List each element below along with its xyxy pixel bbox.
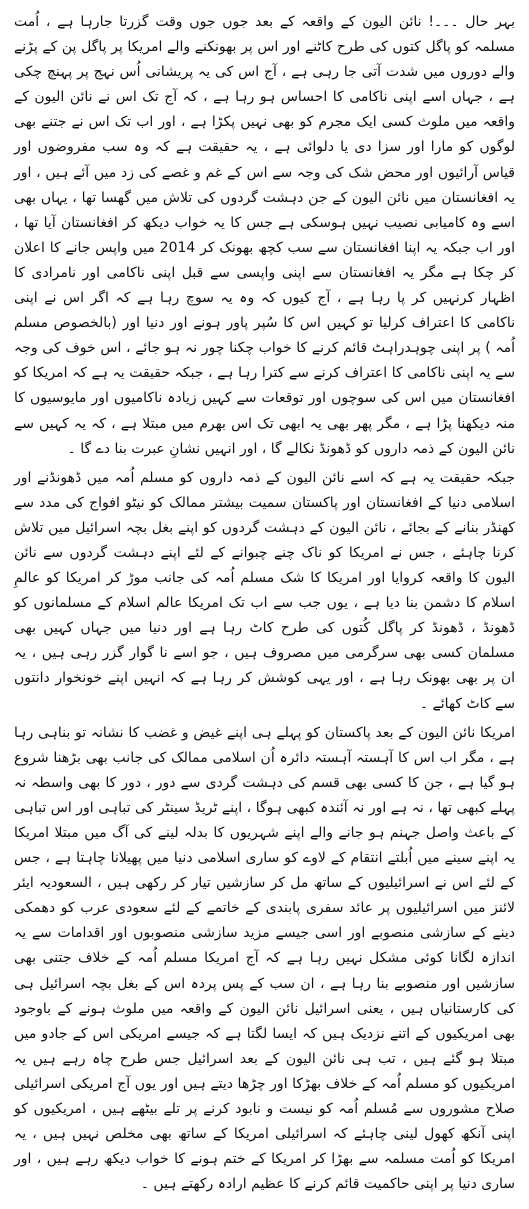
article-paragraph-3: امریکا نائن الیون کے بعد پاکستان کو پہلے ہی اپنے غیض و غضب کا نشانہ تو بناہی رہا ہے ، مگر اب اس کا آہستہ آہستہ دائرہ اُن اسلامی ممالک کی جانب بھی بڑھنا شروع ہو گیا ہے ، جن کا کسی بھی قسم کی دہشت گردی سے دور ، دور کا بھی واسطہ نہ پہلے کبھی تھا ، نہ ہے اور نہ آئندہ کبھی ہوگا ، اپنے ٹریڈ سینٹر کی تباہی اور اس تباہی کے باعث واصل جہنم ہو جانے والے اپنے شہریوں کا بدلہ لینے کی آگ میں مبتلا امریکا یہ اپنے سینے میں اُبلتے انتقام کے لاوے کو ساری اسلامی دنیا میں پھیلانا چاہتا ہے ، جس کے لئے اس نے اسرائیلیوں کے ساتھ مل کر سازشیں تیار کر رکھی ہیں ، السعودیہ ایئر لائنز میں اسرائیلیوں پر عائد سفری پابندی کے خاتمے کے لئے سعودی عرب کو دھمکی دینے کے سازشی منصوبے اور اسی جیسے مزید سازشی منصوبوں اور اقدامات سے یہ اندازہ لگانا کوئی مشکل نہیں رہا ہے کہ آج امریکا مسلم اُمہ کے خلاف جتنی بھی سازشیں اور منصوبے بنا رہا ہے ، ان سب کے پس پردہ اس کے بغل بچہ اسرائیل ہی کی کارستانیاں ہیں ، یعنی اسرائیل نائن الیون کے واقعہ میں ملوث ہونے کے باوجود بھی امریکیوں کے اتنے نزدیک ہیں کہ ایسا لگتا ہے کہ جیسے امریکی اس کے جادو میں مبتلا ہو گئے ہیں ، تب ہی نائن الیون کے بعد اسرائیل جس طرح چاہ رہے ہیں یہ امریکیوں کو مسلم اُمہ کے خلاف بھڑکا اور چڑھا دیتے ہیں اور یوں آج امریکی اسرائیلی صلاح مشوروں سے مُسلم اُمہ کو نیست و نابود کرنے پر تلے بیٹھے ہیں ، امریکیوں کو اپنی آنکھ کھول لینی چاہئے کہ اسرائیلی امریکا کے ساتھ بھی مخلص نہیں ہیں ، یہ امریکا کو اُمت مسلمہ سے بھڑا کر امریکا کے ختم ہونے کا خواب دیکھ رہے ہیں ، اور ساری دنیا پر اپنی حاکمیت قائم کرنے کا عظیم ارادہ رکھتے ہیں ۔ <box>14 724 515 1193</box>
article-paragraph-2: جبکہ حقیقت یہ ہے کہ اسے نائن الیون کے ذمہ داروں کو مسلم اُمہ میں ڈھونڈنے اور اسلامی دنیا کے افغانستان اور پاکستان سمیت بیشتر ممالک کو نیٹو افواج کی مدد سے کھنڈر بنانے کے بجائے ، نائن الیون کے دہشت گردوں کو اپنے بغل بچہ اسرائیل میں تلاش کرنا چاہئے ، جس نے امریکا کو ناک چنے چبوانے کے لئے اپنے دہشت گردوں سے نائن الیون کا واقعہ کروایا اور امریکا کا شک مسلم اُمہ کی جانب موڑ کر امریکا کو عالمِ اسلام کا دشمن بنا دیا ہے ، یوں جب سے اب تک امریکا عالم اسلام کے مسلمانوں کو ڈھونڈ ، ڈھونڈ کر پاگل کُتوں کی طرح کاٹ رہا ہے اور دنیا میں جہاں کہیں بھی مسلمان کسی بھی سرگرمی میں مصروف ہیں ، جو اسے نا گوار گزر رہی ہیں ، یہ ان پر بھی بھونک رہا ہے ، اور یہی کوشش کر رہا ہے کہ انہیں اپنے خونخوار دانتوں سے کاٹ کھائے ۔ <box>14 469 515 712</box>
article-paragraph-1: بہر حال ۔۔۔! نائن الیون کے واقعہ کے بعد جوں جوں وقت گزرتا جارہا ہے ، اُمت مسلمہ کو پاگل کتوں کی طرح کاٹنے اور اس پر بھونکنے والے امریکا پر پاگل پن کے پڑنے والے دوروں میں شدت آتی جا رہی ہے ، آج اس کی یہ پریشانی اُس نہج پر پہنچ چکی ہے ، جہاں اسے اپنی ناکامی کا احساس ہو رہا ہے ، کہ آج تک اس نے نائن الیون کے واقعہ میں ملوث کسی ایک مجرم کو بھی نہیں پکڑا ہے ، اور اب تک اس نے جتنے بھی لوگوں کو مارا اور سزا دی یا دلوائی ہے ، یہ حقیقت ہے کہ وہ سب مفروضوں اور قیاس آرائیوں اور محض شک کی وجہ سے اس کے غم و غصے کی زد میں آئے ہیں ، اور یہ افغانستان میں نائن الیون کے جن دہشت گردوں کی تلاش میں گھسا تھا ، یہاں بھی اسے وہ کامیابی نصیب نہیں ہوسکی ہے جس کا یہ خواب دیکھ کر افغانستان آیا تھا ، اور اب جبکہ یہ اپنا افغانستان سے سب کچھ بھونک کر 2014 میں واپس جانے کا اعلان کر چکا ہے مگر یہ افغانستان سے اپنی واپسی سے قبل اپنی ناکامی اور نامرادی کا اظہار کرنہیں کر پا رہا ہے ، آج کیوں کہ وہ یہ سوچ رہا ہے کہ اگر اس نے اپنی ناکامی کا اعتراف کرلیا تو کہیں اس کا سُپر پاور ہونے اور دنیا اور (بالخصوص مسلم اُمہ ) پر اپنی چوہدراہٹ قائم کرنے کا خواب چکنا چور نہ ہو جائے ، اس خوف کی وجہ سے یہ اپنی ناکامی کا اعتراف کرنے سے کترا رہا ہے ، جبکہ حقیقت یہ ہے کہ امریکا کو افغانستان میں اس کی سوچوں اور توقعات سے کہیں زیادہ ناکامیوں اور مایوسیوں کا منہ دیکھنا پڑا ہے ، مگر پھر بھی یہ ابھی تک اس بھرم میں مبتلا ہے ، کہ یہ کہیں سے نائن الیون کے ذمہ داروں کو ڈھونڈ نکالے گا ، اور انہیں نشانِ عبرت بنا دے گا ۔ <box>14 14 515 457</box>
